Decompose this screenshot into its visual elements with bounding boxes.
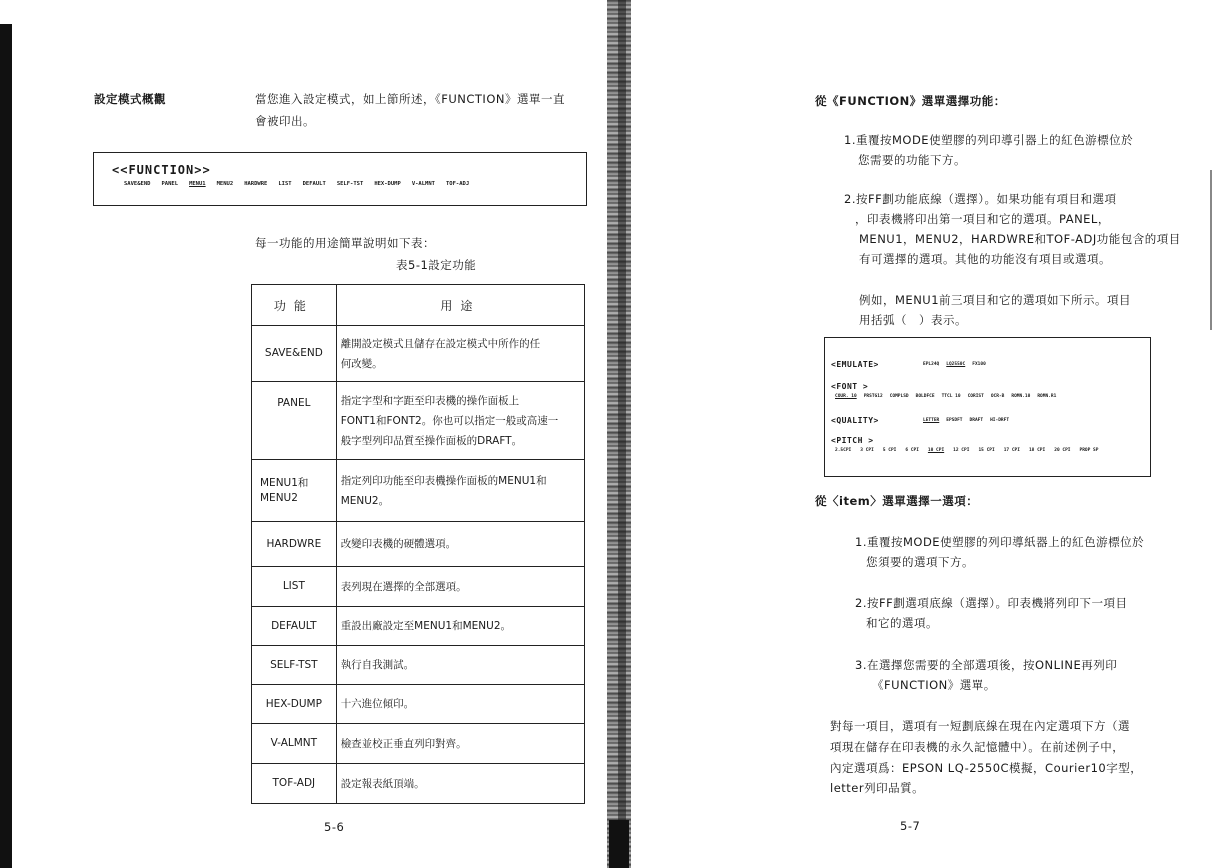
page-number-right: 5-7 (900, 819, 921, 833)
book-spine-foot (609, 820, 629, 868)
step2-line-1: 2.按FF劃功能底線（選擇）。如果功能有項目和選項 (844, 192, 1117, 206)
option-value: 3 CPI (860, 448, 874, 453)
table-cell-purpose: 改變印表機的硬體選項。 (336, 522, 584, 567)
option-value: FX100 (972, 362, 986, 367)
closing-line-2: 項現在儲存在印表機的永久記憶體中）。在前述例子中， (830, 740, 1125, 754)
function-item: V-ALMNT (411, 181, 435, 187)
table-row (252, 646, 585, 685)
table-header-purpose: 用途 (336, 285, 584, 326)
table-cell-purpose (336, 326, 584, 382)
step1-line-2: 您需要的功能下方。 (858, 153, 966, 167)
function-item: HARDWRE (244, 181, 268, 187)
table-cell-purpose: 執行自我測試。 (336, 646, 584, 685)
table-cell-function: PANEL (252, 382, 337, 460)
function-table (251, 284, 585, 804)
heading-function-select: 從《FUNCTION》選單選擇功能： (815, 94, 1006, 108)
purpose-line: 指定字型和字距至印表機的操作面板上 (340, 394, 520, 407)
closing-line-3: 內定選項爲：EPSON LQ-2550C模擬，Courier10字型， (830, 761, 1143, 775)
option-value: 12 CPI (953, 448, 970, 453)
intro-line-1: 當您進入設定模式，如上節所述，《FUNCTION》選單一直 (255, 92, 565, 106)
table-cell-purpose: 設定報表紙頂端。 (336, 764, 584, 804)
step1-line-1: 1.重覆按MODE使塑膠的列印導引器上的紅色游標位於 (844, 133, 1134, 147)
step2-line-2: ，印表機將印出第一項目和它的選項。PANEL， (855, 212, 1110, 226)
purpose-line: 離開設定模式且儲存在設定模式中所作的任 (340, 337, 541, 350)
option-value: 18 CPI (1028, 448, 1046, 453)
option-value: 15 CPI (978, 448, 995, 453)
option-value: PRSTG12 (863, 394, 883, 399)
option-value: EPSDFT (946, 418, 963, 423)
item-step2-line-2: 和它的選項。 (866, 616, 938, 630)
closing-line-1: 對每一項目，選項有一短劃底線在現在內定選項下方（選 (830, 719, 1130, 733)
closing-line-4: letter列印品質。 (830, 781, 925, 795)
table-cell-purpose: 表列現在選擇的全部選項。 (336, 567, 584, 607)
option-value: HI-DRFT (990, 418, 1010, 423)
example-line-2: 用括弧（ ）表示。 (859, 313, 967, 327)
option-value: DRAFT (969, 418, 984, 423)
step2-line-3: MENU1，MENU2，HARDWRE和TOF-ADJ功能包含的項目 (859, 232, 1181, 246)
table-cell-function: HARDWRE (252, 522, 337, 567)
function-item: MENU2 (216, 181, 234, 187)
option-value: TTCL 10 (941, 394, 961, 399)
function-item: DEFAULT (302, 181, 326, 187)
purpose-line: FONT1和FONT2。你也可以指定一般或高速一 (340, 414, 559, 427)
book-spine-edge (618, 0, 626, 868)
option-value: COUR. 10 (835, 394, 857, 399)
function-item: HEX-DUMP (374, 181, 401, 187)
function-item: LIST (278, 181, 292, 187)
option-value: 17 CPI (1003, 448, 1020, 453)
purpose-line: 指定列印功能至印表機操作面板的MENU1和 (340, 474, 547, 487)
heading-item-select: 從〈item〉選單選擇一選項： (815, 494, 979, 508)
page-edge-right (1210, 170, 1212, 330)
table-row (252, 567, 585, 607)
option-value: 10 CPI (927, 448, 945, 453)
option-value: BOLDFCE (915, 394, 935, 399)
option-value: 2.5CPI (835, 448, 852, 453)
table-cell-purpose (336, 382, 584, 460)
table-intro: 每一功能的用途簡單說明如下表： (255, 236, 435, 250)
option-value: LETTER (923, 418, 940, 423)
function-box-items (124, 181, 469, 187)
scan-shadow-left (0, 24, 12, 868)
option-row-quality (923, 418, 1009, 423)
menu1-options-box (824, 337, 1151, 477)
function-item: SAVE&END (124, 181, 151, 187)
item-step3-line-2: 《FUNCTION》選單。 (872, 678, 996, 692)
option-value: ROMN.10 (1011, 394, 1031, 399)
table-row (252, 607, 585, 646)
table-cell-function: MENU1和 MENU2 (252, 460, 337, 522)
table-row (252, 326, 585, 382)
table-cell-purpose: 十六進位傾印。 (336, 685, 584, 724)
option-value: 20 CPI (1054, 448, 1071, 453)
table-row (252, 460, 585, 522)
item-step2-line-1: 2.按FF劃選項底線（選擇）。印表機將列印下一項目 (855, 596, 1128, 610)
table-row (252, 685, 585, 724)
table-cell-function: HEX-DUMP (252, 685, 337, 724)
item-step1-line-2: 您須要的選項下方。 (866, 555, 974, 569)
intro-line-2: 會被印出。 (255, 114, 315, 128)
purpose-line: MENU2。 (340, 494, 390, 507)
item-step1-line-1: 1.重覆按MODE使塑膠的列印導紙器上的紅色游標位於 (855, 535, 1145, 549)
option-label-quality: <QUALITY> (831, 416, 879, 425)
option-label-font: <FONT > (831, 382, 869, 391)
option-label-emulate: <EMULATE> (831, 360, 879, 369)
table-cell-purpose (336, 460, 584, 522)
table-row (252, 764, 585, 804)
option-value: 5 CPI (882, 448, 897, 453)
table-cell-purpose: 檢查並校正垂直列印對齊。 (336, 724, 584, 764)
example-line-1: 例如，MENU1前三項目和它的選項如下所示。項目 (859, 293, 1132, 307)
option-value: EPL24Q (923, 362, 940, 367)
option-value: OCR-B (990, 394, 1005, 399)
function-item: PANEL (161, 181, 179, 187)
option-value: ROMN.R1 (1037, 394, 1057, 399)
table-header-row (252, 285, 585, 326)
table-cell-function: V-ALMNT (252, 724, 337, 764)
option-value: LQ2550C (946, 362, 966, 367)
option-value: CORIST (967, 394, 984, 399)
option-value: 6 CPI (905, 448, 919, 453)
function-box-title: <<FUNCTION>> (112, 163, 211, 177)
function-item: TOF-ADJ (446, 181, 470, 187)
option-label-pitch: <PITCH > (831, 436, 874, 445)
table-row (252, 382, 585, 460)
table-cell-purpose: 重設出廠設定至MENU1和MENU2。 (336, 607, 584, 646)
table-cell-function: DEFAULT (252, 607, 337, 646)
function-item: MENU1 (189, 181, 206, 187)
page-number-left: 5-6 (324, 820, 345, 834)
table-cell-function: SAVE&END (252, 326, 337, 382)
option-row-emulate (923, 362, 986, 367)
table-caption: 表5-1設定功能 (396, 258, 477, 272)
table-cell-function: LIST (252, 567, 337, 607)
table-row (252, 522, 585, 567)
function-menu-box (93, 152, 587, 206)
table-cell-function: SELF-TST (252, 646, 337, 685)
function-item: SELF-TST (336, 181, 364, 187)
purpose-line: 何改變。 (340, 357, 383, 370)
step2-line-4: 有可選擇的選項。其他的功能沒有項目或選項。 (859, 252, 1111, 266)
table-cell-function: TOF-ADJ (252, 764, 337, 804)
option-value: PROP SP (1079, 448, 1099, 453)
option-row-pitch (835, 448, 1098, 453)
section-heading: 設定模式概觀 (94, 92, 166, 106)
item-step3-line-1: 3.在選擇您需要的全部選項後，按ONLINE再列印 (855, 658, 1118, 672)
purpose-line: 般字型列印品質至操作面板的DRAFT。 (340, 434, 523, 447)
option-value: COMPLSD (889, 394, 909, 399)
option-row-font (835, 394, 1056, 399)
table-header-function: 功能 (252, 285, 337, 326)
table-row (252, 724, 585, 764)
